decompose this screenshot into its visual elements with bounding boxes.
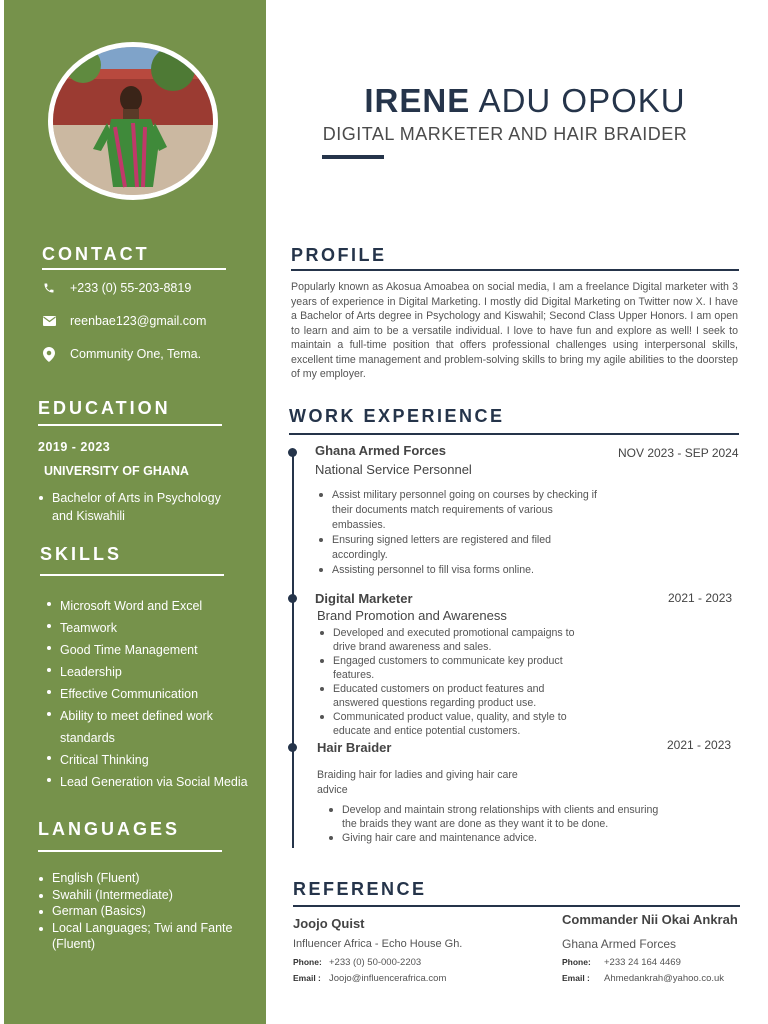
reference-name: Joojo Quist bbox=[293, 916, 365, 931]
reference-email-label: Email : bbox=[293, 973, 321, 983]
job-bullet: Assist military personnel going on courses by checking if bbox=[316, 488, 597, 503]
reference-phone bbox=[562, 957, 681, 968]
title-accent-bar bbox=[322, 155, 384, 159]
skill-item: Microsoft Word and Excel bbox=[46, 595, 248, 617]
reference-email-value: Ahmedankrah@yahoo.co.uk bbox=[604, 973, 725, 984]
reference-phone bbox=[293, 957, 421, 968]
timeline-dot bbox=[288, 594, 297, 603]
skill-item: Teamwork bbox=[46, 617, 248, 639]
language-item: German (Basics) bbox=[38, 903, 232, 920]
skill-item: Effective Communication bbox=[46, 683, 248, 705]
reference-phone-label: Phone: bbox=[293, 957, 322, 967]
contact-email-text: reenbae123@gmail.com bbox=[70, 314, 207, 328]
reference-organization: Influencer Africa - Echo House Gh. bbox=[293, 938, 463, 950]
job-bullet-continued: embassies. bbox=[332, 519, 386, 531]
candidate-title: DIGITAL MARKETER AND HAIR BRAIDER bbox=[322, 124, 688, 144]
job-bullet-continued: drive brand awareness and sales. bbox=[333, 641, 492, 653]
education-degree-list bbox=[38, 489, 221, 525]
work-divider bbox=[289, 433, 739, 435]
language-item: Local Languages; Twi and Fante bbox=[38, 920, 232, 937]
reference-phone-value: +233 (0) 50-000-2203 bbox=[329, 957, 422, 968]
job-description bbox=[317, 768, 518, 798]
education-years: 2019 - 2023 bbox=[38, 440, 111, 454]
language-item-continued: (Fluent) bbox=[52, 937, 96, 951]
job-bullet: Giving hair care and maintenance advice. bbox=[326, 831, 658, 845]
skill-item: Lead Generation via Social Media bbox=[46, 771, 248, 793]
languages-divider bbox=[38, 850, 222, 852]
job-employer: Hair Braider bbox=[317, 740, 392, 755]
education-school: UNIVERSITY OF GHANA bbox=[44, 464, 189, 478]
contact-address-text: Community One, Tema. bbox=[70, 347, 202, 361]
contact-address bbox=[42, 347, 201, 361]
languages-list bbox=[38, 870, 232, 953]
skill-item: Critical Thinking bbox=[46, 749, 248, 771]
job-date: 2021 - 2023 bbox=[667, 738, 732, 752]
sidebar bbox=[4, 0, 266, 1024]
job-bullet-continued: the braids they want are done as they want it to be done. bbox=[342, 818, 609, 830]
timeline-dot bbox=[288, 448, 297, 457]
language-item: English (Fluent) bbox=[38, 870, 232, 887]
job-bullet: Ensuring signed letters are registered and filed bbox=[316, 533, 597, 548]
reference-name: Commander Nii Okai Ankrah bbox=[562, 912, 738, 927]
skills-divider bbox=[40, 574, 224, 576]
job-bullet: Educated customers on product features and bbox=[317, 682, 574, 696]
mail-icon bbox=[42, 314, 56, 328]
job-bullet-continued: their documents match requirements of various bbox=[332, 504, 553, 516]
job-bullet: Assisting personnel to fill visa forms online. bbox=[316, 563, 597, 578]
skill-item: Good Time Management bbox=[46, 639, 248, 661]
languages-heading: LANGUAGES bbox=[38, 819, 181, 839]
phone-icon bbox=[42, 281, 56, 295]
job-bullets bbox=[317, 626, 574, 738]
contact-divider bbox=[42, 268, 226, 270]
skills-list bbox=[46, 595, 248, 793]
reference-organization: Ghana Armed Forces bbox=[562, 937, 677, 951]
education-degree-item: Bachelor of Arts in Psychology bbox=[38, 489, 221, 507]
candidate-name bbox=[290, 82, 760, 120]
education-degree-item-continued: and Kiswahili bbox=[52, 509, 125, 523]
profile-divider bbox=[291, 269, 739, 271]
reference-email bbox=[562, 973, 724, 984]
skills-heading: SKILLS bbox=[40, 544, 123, 564]
reference-phone-value: +233 24 164 4469 bbox=[604, 957, 681, 968]
profile-photo bbox=[48, 42, 218, 200]
profile-text: Popularly known as Akosua Amoabea on social media, I am a freelance Digital marketer with 3 years of experience in Digital Marketing. I mostly did Digital Marketing on Twitter now X. I have a Bachelor of Arts degree in Psychology and Kiswahil; Second Class Upper Honors. I am open to learn and aim to be a versatile individual. I love to have fun and explore as well! I seek to maintain a full-time position that offers professional challenges using interpersonal skills, excellent time management and problem-solving skills to bring my agile abilities to the doorstep of my employer. bbox=[291, 281, 738, 380]
contact-email bbox=[42, 314, 206, 328]
job-role: Brand Promotion and Awareness bbox=[317, 608, 507, 623]
job-bullet: Engaged customers to communicate key product bbox=[317, 654, 574, 668]
job-bullet-continued: features. bbox=[333, 669, 375, 681]
job-bullets bbox=[326, 803, 658, 845]
timeline-dot bbox=[288, 743, 297, 752]
work-heading: WORK EXPERIENCE bbox=[289, 406, 505, 426]
education-heading: EDUCATION bbox=[38, 398, 171, 418]
job-bullet-continued: answered questions regarding product use. bbox=[333, 697, 537, 709]
reference-email-value: Joojo@influencerafrica.com bbox=[329, 973, 447, 984]
job-date: NOV 2023 - SEP 2024 bbox=[618, 446, 739, 460]
education-divider bbox=[38, 424, 222, 426]
work-timeline bbox=[292, 450, 294, 848]
skill-item: Ability to meet defined work bbox=[46, 705, 248, 727]
job-bullet: Communicated product value, quality, and style to bbox=[317, 710, 574, 724]
skill-item-continued: standards bbox=[60, 731, 115, 745]
job-bullet: Developed and executed promotional campaigns to bbox=[317, 626, 574, 640]
contact-heading: CONTACT bbox=[42, 244, 150, 264]
language-item: Swahili (Intermediate) bbox=[38, 887, 232, 904]
profile-photo-image bbox=[53, 47, 213, 195]
reference-email bbox=[293, 973, 446, 984]
job-bullet: Develop and maintain strong relationships with clients and ensuring bbox=[326, 803, 658, 817]
skill-item: Leadership bbox=[46, 661, 248, 683]
job-employer: Digital Marketer bbox=[315, 591, 413, 606]
reference-heading: REFERENCE bbox=[293, 879, 427, 899]
job-bullets bbox=[316, 488, 597, 578]
job-role: National Service Personnel bbox=[315, 462, 472, 477]
job-description-line: advice bbox=[317, 784, 348, 796]
job-employer: Ghana Armed Forces bbox=[315, 443, 447, 458]
reference-phone-label: Phone: bbox=[562, 957, 591, 967]
job-description-line: Braiding hair for ladies and giving hair care bbox=[317, 769, 518, 781]
contact-phone-text: +233 (0) 55-203-8819 bbox=[70, 281, 192, 295]
first-name: IRENE bbox=[364, 82, 471, 119]
job-date: 2021 - 2023 bbox=[668, 591, 733, 605]
contact-phone bbox=[42, 281, 191, 295]
job-bullet-continued: educate and entice potential customers. bbox=[333, 725, 521, 737]
location-pin-icon bbox=[42, 347, 56, 361]
reference-divider bbox=[293, 905, 740, 907]
last-name: ADU OPOKU bbox=[478, 82, 686, 119]
reference-email-label: Email : bbox=[562, 973, 590, 983]
job-bullet-continued: accordingly. bbox=[332, 549, 388, 561]
profile-heading: PROFILE bbox=[291, 245, 387, 265]
